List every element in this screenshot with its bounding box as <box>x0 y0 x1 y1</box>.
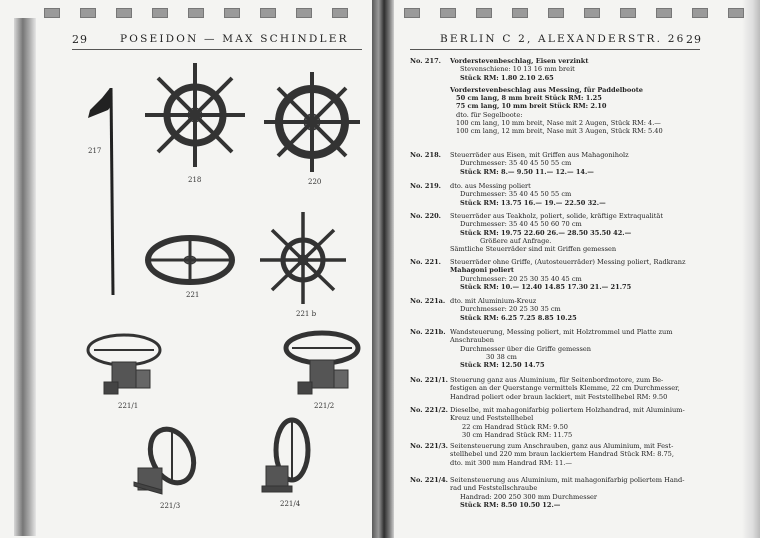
entry-line: Vorderstevenbeschlag, Eisen verzinkt <box>450 57 589 65</box>
entry-line: Stück RM: 6.25 7.25 8.85 10.25 <box>460 313 577 322</box>
entry-line: Durchmesser: 35 40 45 50 55 cm <box>460 190 572 199</box>
left-page-edge <box>14 18 36 536</box>
entry-line: 30 38 cm <box>486 352 517 361</box>
steering-wheel-221b-illustration <box>258 208 348 308</box>
entry-number: No. 221/1. <box>410 376 448 384</box>
entry-number: No. 219. <box>410 182 441 190</box>
entry-line: dto. mit 300 mm Handrad RM: 11.— <box>450 458 572 467</box>
entry-line: Mahagoni poliert <box>450 266 514 275</box>
punch-hole <box>296 8 312 18</box>
catalog-entry-218 <box>410 151 700 176</box>
entry-line: Kreuz und Feststellhebel <box>450 414 534 423</box>
left-page-number: 29 <box>72 33 88 46</box>
entry-line: Stück RM: 10.— 12.40 14.85 17.30 21.— 21.75 <box>460 282 632 291</box>
entry-line: Handrad: 200 250 300 mm Durchmesser <box>460 492 598 501</box>
figure-label-217: 217 <box>88 147 102 155</box>
figure-label-221-4: 221/4 <box>280 500 301 508</box>
figure-label-218: 218 <box>188 176 202 184</box>
left-header-rule <box>72 49 362 50</box>
figure-label-221-1: 221/1 <box>118 402 139 410</box>
entry-line: dto. für Segelboote: <box>456 110 523 119</box>
right-header-rule <box>410 49 700 50</box>
entry-line: Stück RM: 1.80 2.10 2.65 <box>460 73 554 82</box>
entry-line: Durchmesser über die Griffe gemessen <box>460 344 592 353</box>
entry-line: stellhebel und 220 mm braun lackiertem Handrad Stück RM: 8.75, <box>450 450 674 459</box>
steering-wheel-221-illustration <box>145 234 235 286</box>
punch-hole <box>152 8 168 18</box>
entry-line: 30 cm Handrad Stück RM: 11.75 <box>462 430 573 439</box>
entry-line: 100 cm lang, 10 mm breit, Nase mit 2 Augen, Stück RM: 4.— <box>456 119 661 128</box>
entry-number: No. 221/3. <box>410 442 448 450</box>
figure-label-221-2: 221/2 <box>314 402 335 410</box>
catalog-entry-221-2 <box>410 406 700 439</box>
entry-line: Durchmesser: 20 25 30 35 40 45 cm <box>460 274 582 283</box>
entry-number: No. 220. <box>410 212 441 220</box>
entry-number: No. 218. <box>410 151 441 159</box>
entry-line: Handrad poliert oder braun lackiert, mit Feststellhebel RM: 9.50 <box>450 392 668 401</box>
punch-hole <box>656 8 672 18</box>
book-spine <box>372 0 394 538</box>
entry-line: Dieselbe, mit mahagonifarbig poliertem Holzhandrad, mit Aluminium- <box>450 406 685 414</box>
entry-number: No. 221/4. <box>410 476 448 484</box>
punch-hole <box>692 8 708 18</box>
entry-line: Stück RM: 8.— 9.50 11.— 12.— 14.— <box>460 167 594 176</box>
catalog-entry-221a <box>410 297 700 322</box>
entry-line: Sämtliche Steuerräder sind mit Griffen gemessen <box>450 245 617 254</box>
figure-label-220: 220 <box>308 178 322 186</box>
punch-hole <box>44 8 60 18</box>
punch-hole <box>620 8 636 18</box>
entry-number: No. 221/2. <box>410 406 448 414</box>
right-page-number: 29 <box>686 33 702 46</box>
left-page-header: POSEIDON — MAX SCHINDLER <box>120 33 349 45</box>
steering-wheel-218-illustration <box>140 58 250 173</box>
punch-hole <box>260 8 276 18</box>
punch-hole <box>584 8 600 18</box>
entry-line: Steuerung ganz aus Aluminium, für Seitenbordmotore, zum Be- <box>450 376 664 384</box>
entry-line: Steuerräder ohne Griffe, (Autosteuerräder) Messing poliert, Radkranz <box>450 258 686 266</box>
entry-number: No. 221b. <box>410 328 446 336</box>
entry-line: Wandsteuerung, Messing poliert, mit Holztrommel und Platte zum <box>450 328 673 336</box>
bow-fitting-217-illustration <box>80 80 125 300</box>
entry-line: Vorderstevenbeschlag aus Messing, für Paddelboote <box>450 85 643 94</box>
catalog-entry-221b <box>410 328 700 369</box>
entry-line: Seitensteuerung aus Aluminium, mit mahagonifarbig poliertem Hand- <box>450 476 685 484</box>
entry-line: Stück RM: 19.75 22.60 26.— 28.50 35.50 42.— <box>460 228 632 237</box>
entry-line: 50 cm lang, 8 mm breit Stück RM: 1.25 <box>456 94 602 103</box>
figure-label-221b: 221 b <box>296 310 317 318</box>
catalog-entry-217 <box>410 57 700 136</box>
side-steering-221-4-illustration <box>258 416 316 496</box>
punch-hole <box>440 8 456 18</box>
entry-line: Stevenschiene: 10 13 16 mm breit <box>460 65 575 74</box>
punch-hole <box>512 8 528 18</box>
entry-line: rad und Feststellschraube <box>450 484 538 493</box>
punch-hole <box>728 8 744 18</box>
catalog-entry-219 <box>410 182 700 207</box>
catalog-entry-221 <box>410 258 700 291</box>
figure-label-221-3: 221/3 <box>160 502 181 510</box>
entry-number: No. 217. <box>410 57 441 65</box>
right-page-edge <box>742 0 760 538</box>
entry-line: festigen an der Querstange vermittels Klemme, 22 cm Durchmesser, <box>450 384 680 393</box>
punch-hole <box>332 8 348 18</box>
punch-hole <box>404 8 420 18</box>
entry-number: No. 221a. <box>410 297 446 305</box>
steering-wheel-220-illustration <box>262 68 362 176</box>
punch-hole <box>116 8 132 18</box>
right-page-header: BERLIN C 2, ALEXANDERSTR. 26 <box>440 33 686 45</box>
punch-hole <box>188 8 204 18</box>
entry-line: Anschrauben <box>450 336 495 345</box>
entry-line: Stück RM: 13.75 16.— 19.— 22.50 32.— <box>460 198 606 207</box>
punch-hole <box>476 8 492 18</box>
entry-line: 75 cm lang, 10 mm breit Stück RM: 2.10 <box>456 102 607 111</box>
entry-line: Durchmesser: 20 25 30 35 cm <box>460 305 561 314</box>
entry-line: Durchmesser: 35 40 45 50 60 70 cm <box>460 220 582 229</box>
entry-line: 22 cm Handrad Stück RM: 9.50 <box>462 422 568 431</box>
catalog-entry-220 <box>410 212 700 253</box>
outboard-steering-221-1-illustration <box>84 330 166 398</box>
entry-line: Durchmesser: 35 40 45 50 55 cm <box>460 159 572 168</box>
entry-line: Größere auf Anfrage. <box>480 236 552 245</box>
catalog-entry-221-1 <box>410 376 700 401</box>
entry-line: Seitensteuerung zum Anschrauben, ganz aus Aluminium, mit Fest- <box>450 442 674 450</box>
punch-hole <box>224 8 240 18</box>
punch-hole <box>548 8 564 18</box>
figure-label-221: 221 <box>186 291 200 299</box>
entry-line: dto. mit Aluminium-Kreuz <box>450 297 537 305</box>
catalog-entry-221-3 <box>410 442 700 467</box>
entry-line: Steuerräder aus Teakholz, poliert, solide, kräftige Extraqualität <box>450 212 663 220</box>
entry-line: Stück RM: 12.50 14.75 <box>460 361 545 370</box>
side-steering-221-3-illustration <box>128 424 202 498</box>
entry-line: Stück RM: 8.50 10.50 12.— <box>460 500 561 509</box>
entry-number: No. 221. <box>410 258 441 266</box>
outboard-steering-221-2-illustration <box>282 328 364 398</box>
entry-line: Steuerräder aus Eisen, mit Griffen aus Mahagoniholz <box>450 151 629 159</box>
punch-hole <box>80 8 96 18</box>
entry-line: 100 cm lang, 12 mm breit, Nase mit 3 Augen, Stück RM: 5.40 <box>456 127 663 136</box>
catalog-entry-221-4 <box>410 476 700 509</box>
entry-line: dto. aus Messing poliert <box>450 182 531 190</box>
